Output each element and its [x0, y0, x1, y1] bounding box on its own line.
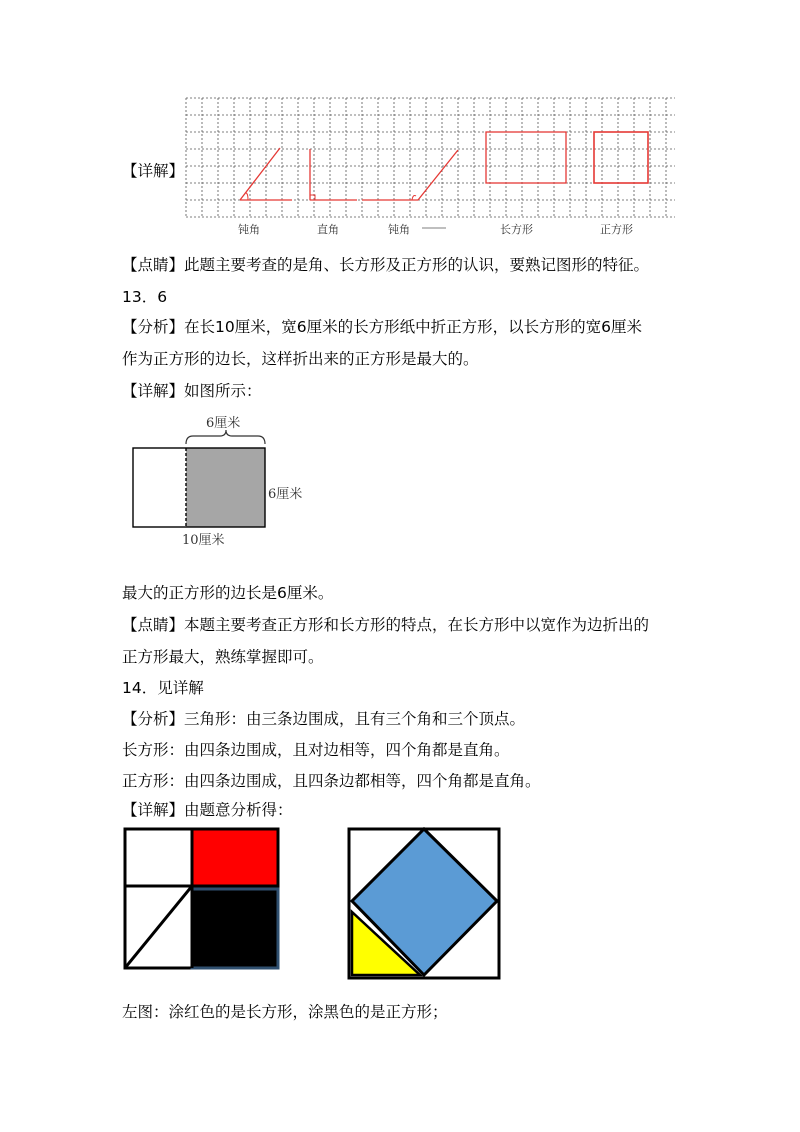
- black-square: [192, 889, 278, 968]
- note-13-line-1: 【点睛】本题主要考查正方形和长方形的特点，在长方形中以宽作为边折出的: [122, 616, 650, 634]
- right-shapes-figure: [344, 824, 504, 982]
- conclusion-13: 最大的正方形的边长是6厘米。: [122, 584, 334, 602]
- note-12: 【点睛】此题主要考查的是角、长方形及正方形的认识，要熟记图形的特征。: [122, 256, 650, 274]
- top-brace: [186, 430, 265, 444]
- heading-14: 14．见详解: [122, 679, 204, 697]
- bottom-length-label: 10厘米: [182, 533, 225, 548]
- analysis-14-line-1: 【分析】三角形：由三条边围成，且有三个角和三个顶点。: [122, 710, 526, 728]
- analysis-13-line-2: 作为正方形的边长，这样折出来的正方形是最大的。: [122, 350, 479, 368]
- fold-square-figure: [120, 408, 320, 554]
- detail-13: 【详解】如图所示：: [122, 382, 262, 400]
- detail-14: 【详解】由题意分析得：: [122, 801, 293, 819]
- left-figure-caption: 左图：涂红色的是长方形，涂黑色的是正方形；: [122, 1003, 448, 1021]
- right-side-label: 6厘米: [268, 487, 303, 502]
- obtuse-angle-2-arc: [412, 196, 416, 201]
- grid-label-rectangle: 长方形: [500, 223, 533, 236]
- grid-label-square: 正方形: [600, 223, 633, 236]
- red-rectangle: [192, 829, 278, 886]
- analysis-14-line-3: 正方形：由四条边围成，且四条边都相等，四个角都是直角。: [122, 772, 541, 790]
- detail-label: 【详解】: [122, 162, 185, 180]
- gray-square: [186, 448, 265, 527]
- analysis-13-line-1: 【分析】在长10厘米，宽6厘米的长方形纸中折正方形，以长方形的宽6厘米: [122, 318, 642, 336]
- left-shapes-figure: [120, 824, 282, 972]
- dashed-grid: [186, 98, 675, 217]
- grid-label-obtuse-1: 钝角: [238, 223, 260, 236]
- top-width-label: 6厘米: [206, 416, 241, 431]
- grid-label-obtuse-2: 钝角: [388, 223, 410, 236]
- heading-13: 13．6: [122, 288, 168, 306]
- right-angle: [310, 149, 357, 200]
- analysis-14-line-2: 长方形：由四条边围成，且对边相等，四个角都是直角。: [122, 741, 510, 759]
- angle-shapes-grid-figure: [180, 92, 680, 240]
- grid-label-right: 直角: [317, 223, 339, 236]
- note-13-line-2: 正方形最大，熟练掌握即可。: [122, 648, 324, 666]
